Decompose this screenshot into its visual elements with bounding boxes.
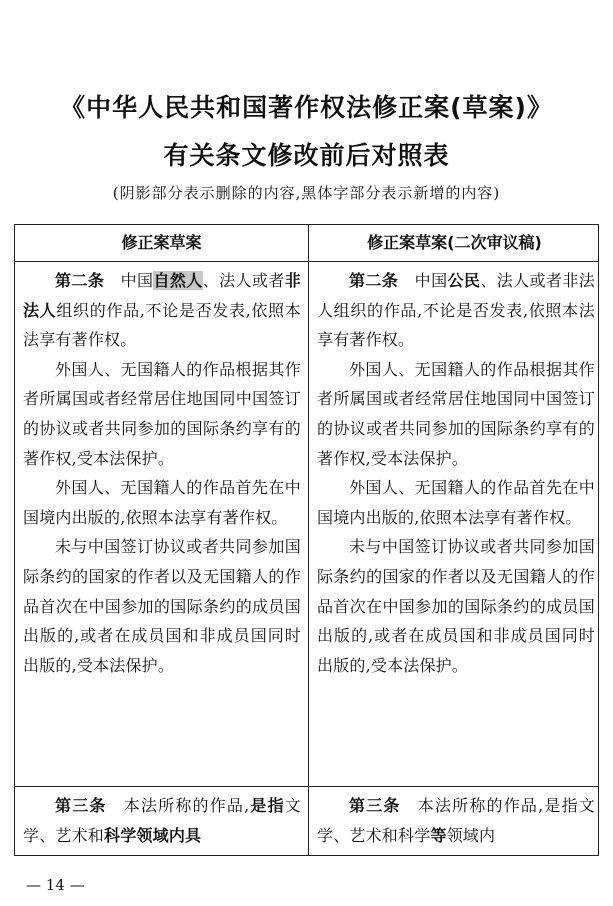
- row-divider: [15, 786, 598, 787]
- added-text: 非法人: [23, 271, 301, 320]
- right-article-2-para-4: 未与中国签订协议或者共同参加国际条约的国家的作者以及无国籍人的作品首次在中国参加的国际条约的成员国出版的,或者在成员国和非成员国同时出版的,受本法保护。: [317, 537, 595, 675]
- article-number: 第二条: [55, 271, 105, 290]
- added-text: 公民: [447, 271, 481, 290]
- right-article-3-para-1: 第三条 本法所称的作品,是指文学、艺术和科学等领域内: [317, 796, 595, 845]
- left-article-2-para-1: 第二条 中国自然人、法人或者非法人组织的作品,不论是否发表,依照本法享有著作权。: [23, 271, 301, 350]
- document-title-line1: 《中华人民共和国著作权法修正案(草案)》: [60, 93, 553, 122]
- right-column-header: 修正案草案(二次审议稿): [367, 233, 542, 252]
- right-article-2-para-3: 外国人、无国籍人的作品首先在中国境内出版的,依照本法享有著作权。: [317, 478, 595, 527]
- left-article-2-cell: [23, 266, 301, 782]
- column-divider: [308, 225, 309, 855]
- article-number: 第二条: [349, 271, 399, 290]
- added-text: 等: [430, 825, 447, 845]
- left-article-3-para-1: 第三条 本法所称的作品,是指文学、艺术和科学领域内具: [23, 796, 301, 845]
- left-column-header: 修正案草案: [121, 233, 202, 252]
- article-number: 第三条: [349, 796, 401, 815]
- added-text: 科学领域内具: [104, 825, 202, 845]
- left-article-2-para-4: 未与中国签订协议或者共同参加国际条约的国家的作者以及无国籍人的作品首次在中国参加的国际条约的成员国出版的,或者在成员国和非成员国同时出版的,受本法保护。: [23, 537, 301, 675]
- right-article-2-cell: [317, 266, 595, 782]
- right-article-2-para-2: 外国人、无国籍人的作品根据其作者所属国或者经常居住地国同中国签订的协议或者共同参加的国际条约享有的著作权,受本法保护。: [317, 359, 595, 468]
- added-text: 是指: [249, 796, 285, 815]
- document-title-line2: 有关条文修改前后对照表: [163, 141, 450, 170]
- right-article-2-para-1: 第二条 中国公民、法人或者非法人组织的作品,不论是否发表,依照本法享有著作权。: [317, 271, 595, 350]
- header-divider: [15, 261, 598, 262]
- left-article-3-cell: [23, 791, 301, 855]
- right-article-3-cell: [317, 791, 595, 855]
- page-number: — 14 —: [26, 876, 85, 894]
- article-number: 第三条: [55, 796, 107, 815]
- deleted-text: 自然人: [153, 271, 203, 290]
- left-article-2-para-2: 外国人、无国籍人的作品根据其作者所属国或者经常居住地国同中国签订的协议或者共同参加的国际条约享有的著作权,受本法保护。: [23, 359, 301, 468]
- comparison-table: [14, 224, 599, 856]
- left-article-2-para-3: 外国人、无国籍人的作品首先在中国境内出版的,依照本法享有著作权。: [23, 478, 301, 527]
- document-subtitle: (阴影部分表示删除的内容,黑体字部分表示新增的内容): [112, 184, 501, 202]
